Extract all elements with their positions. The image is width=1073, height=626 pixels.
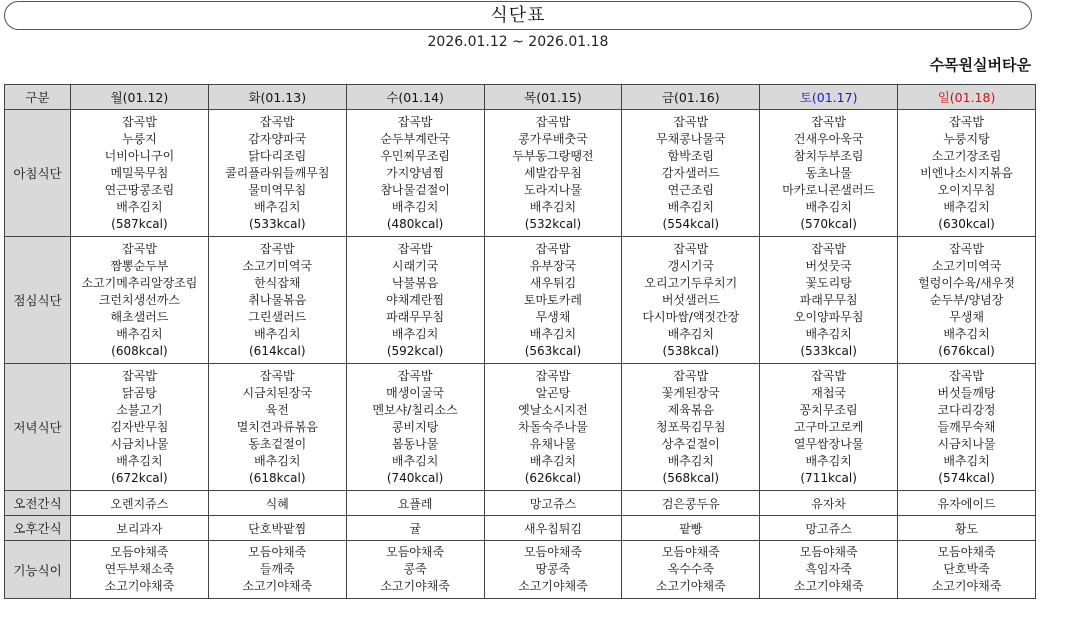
menu-item: 참치두부조림 xyxy=(793,148,864,163)
menu-item: 배추김치 xyxy=(391,326,439,341)
menu-item: 잡곡밥 xyxy=(259,241,295,256)
menu-item: 배추김치 xyxy=(805,453,852,468)
calorie-label: (538kcal) xyxy=(662,343,720,358)
menu-item: 제육볶음 xyxy=(667,402,714,417)
porridge-item: 옥수수죽 xyxy=(667,562,714,576)
dinner-cell xyxy=(760,364,898,491)
menu-item: 야채계란찜 xyxy=(386,292,445,307)
calorie-label: (672kcal) xyxy=(111,470,168,485)
menu-item: 물미역무침 xyxy=(248,182,307,197)
menu-item: 배추김치 xyxy=(529,326,577,341)
snack-cell: 유자에이드 xyxy=(898,491,1036,516)
breakfast-cell xyxy=(760,110,898,237)
day-header-tue: 화(01.13) xyxy=(208,85,346,110)
lunch-cell xyxy=(346,237,484,364)
calorie-label: (587kcal) xyxy=(111,216,168,231)
menu-item: 감자양파국 xyxy=(248,131,307,146)
calorie-label: (568kcal) xyxy=(662,470,720,485)
menu-item: 배추김치 xyxy=(805,199,852,214)
menu-item: 버섯들깨탕 xyxy=(937,385,996,400)
calorie-label: (614kcal) xyxy=(249,343,306,358)
menu-item: 시금치된장국 xyxy=(242,385,313,400)
functional-diet-cell xyxy=(898,541,1036,599)
menu-item: 잡곡밥 xyxy=(535,114,571,129)
breakfast-cell xyxy=(346,110,484,237)
day-header-fri: 금(01.16) xyxy=(622,85,760,110)
menu-item: 들깨무숙채 xyxy=(937,419,996,434)
day-header-thu: 목(01.15) xyxy=(484,85,622,110)
menu-item: 도라지나물 xyxy=(523,182,582,197)
menu-item: 그린샐러드 xyxy=(248,309,307,324)
porridge-item: 모듬야채죽 xyxy=(110,545,169,559)
menu-item: 잡곡밥 xyxy=(259,114,295,129)
porridge-item: 모듬야채죽 xyxy=(386,545,445,559)
breakfast-cell xyxy=(898,110,1036,237)
menu-item: 버섯뭇국 xyxy=(805,258,852,273)
header-row xyxy=(5,85,1036,110)
menu-item: 함박조림 xyxy=(667,148,714,163)
functional-diet-cell xyxy=(208,541,346,599)
menu-item: 잡곡밥 xyxy=(949,368,984,383)
lunch-cell xyxy=(622,237,760,364)
menu-item: 잡곡밥 xyxy=(122,114,157,129)
lunch-cell xyxy=(484,237,622,364)
breakfast-cell xyxy=(622,110,760,237)
porridge-item: 단호박죽 xyxy=(943,562,990,576)
menu-item: 배추김치 xyxy=(943,199,990,214)
menu-item: 콜리플라워들깨무침 xyxy=(225,165,330,180)
functional-diet-cell xyxy=(71,541,209,599)
lunch-cell xyxy=(898,237,1036,364)
menu-item: 너비아니구이 xyxy=(104,148,175,163)
breakfast-label: 아침식단 xyxy=(5,110,71,237)
menu-item: 닭곰탕 xyxy=(122,385,157,400)
menu-item: 크런치생선까스 xyxy=(98,292,180,307)
am-snack-row xyxy=(5,491,1036,516)
menu-item: 꽃게된장국 xyxy=(661,385,720,400)
menu-item: 세발감무침 xyxy=(523,165,582,180)
dinner-cell xyxy=(71,364,209,491)
menu-item: 잡곡밥 xyxy=(397,241,433,256)
menu-item: 고구마고로케 xyxy=(793,419,864,434)
menu-item: 재첩국 xyxy=(811,385,847,400)
pm-snack-row xyxy=(5,516,1036,541)
lunch-cell xyxy=(760,237,898,364)
day-header-wed: 수(01.14) xyxy=(346,85,484,110)
menu-item: 배추김치 xyxy=(943,453,990,468)
menu-item: 배추김치 xyxy=(391,199,439,214)
porridge-item: 소고기야채죽 xyxy=(104,579,175,593)
dinner-cell xyxy=(898,364,1036,491)
porridge-item: 모듬야채죽 xyxy=(799,545,858,559)
menu-item: 소고기장조림 xyxy=(931,148,1002,163)
breakfast-row xyxy=(5,110,1036,237)
pm-snack-label: 오후간식 xyxy=(5,516,71,541)
menu-item: 짬뽕순두부 xyxy=(110,258,169,273)
menu-item: 무생채 xyxy=(535,309,571,324)
menu-item: 배추김치 xyxy=(116,199,163,214)
menu-item: 잡곡밥 xyxy=(811,114,847,129)
dinner-cell xyxy=(208,364,346,491)
porridge-item: 연두부채소죽 xyxy=(104,562,175,576)
calorie-label: (554kcal) xyxy=(662,216,720,231)
menu-item: 시래기국 xyxy=(391,258,439,273)
menu-item: 소고기미역국 xyxy=(931,258,1002,273)
menu-item: 콩가루배춧국 xyxy=(518,131,588,146)
menu-item: 연근땅콩조림 xyxy=(104,182,175,197)
menu-item: 김자반무침 xyxy=(110,419,169,434)
menu-item: 청포묵김무침 xyxy=(656,419,726,434)
menu-item: 멘보샤/칠리소스 xyxy=(372,402,458,417)
menu-item: 잡곡밥 xyxy=(811,368,847,383)
calorie-label: (618kcal) xyxy=(249,470,306,485)
snack-cell: 검은콩두유 xyxy=(622,491,760,516)
menu-item: 해초샐러드 xyxy=(110,309,169,324)
menu-item: 옛날소시지전 xyxy=(518,402,588,417)
menu-item: 파래무무침 xyxy=(799,292,858,307)
menu-item: 잡곡밥 xyxy=(949,241,984,256)
porridge-item: 땅콩죽 xyxy=(535,562,571,576)
porridge-item: 흑임자죽 xyxy=(805,562,852,576)
snack-cell: 황도 xyxy=(898,516,1036,541)
menu-item: 비엔나소시지볶음 xyxy=(920,165,1013,180)
menu-item: 유부장국 xyxy=(529,258,577,273)
menu-item: 열무쌈장나물 xyxy=(793,436,864,451)
porridge-item: 소고기야채죽 xyxy=(380,579,450,593)
porridge-item: 모듬야채죽 xyxy=(523,545,582,559)
menu-item: 잡곡밥 xyxy=(397,114,433,129)
porridge-item: 소고기야채죽 xyxy=(656,579,726,593)
menu-item: 잡곡밥 xyxy=(535,368,571,383)
functional-diet-cell xyxy=(346,541,484,599)
menu-item: 마카로니콘샐러드 xyxy=(782,182,876,197)
facility-name: 수목원실버타운 xyxy=(929,56,1031,74)
menu-item: 꽃도리탕 xyxy=(805,275,852,290)
calorie-label: (630kcal) xyxy=(938,216,995,231)
porridge-item: 들깨죽 xyxy=(259,562,295,576)
menu-item: 연근조림 xyxy=(667,182,714,197)
menu-item: 배추김치 xyxy=(254,326,301,341)
menu-item: 배추김치 xyxy=(667,326,714,341)
menu-item: 오이양파무침 xyxy=(793,309,864,324)
menu-item: 동초나물 xyxy=(805,165,852,180)
menu-item: 버섯샐러드 xyxy=(661,292,720,307)
am-snack-label: 오전간식 xyxy=(5,491,71,516)
menu-item: 육전 xyxy=(265,402,289,417)
calorie-label: (533kcal) xyxy=(249,216,306,231)
dinner-cell xyxy=(622,364,760,491)
menu-item: 순두부/양념장 xyxy=(929,292,1004,307)
functional-diet-cell xyxy=(484,541,622,599)
calorie-label: (532kcal) xyxy=(524,216,582,231)
menu-item: 배추김치 xyxy=(529,199,577,214)
snack-cell: 망고쥬스 xyxy=(484,491,622,516)
menu-item: 멸치견과류볶음 xyxy=(236,419,318,434)
menu-item: 배추김치 xyxy=(667,453,714,468)
menu-item: 배추김치 xyxy=(943,326,990,341)
functional-diet-cell xyxy=(622,541,760,599)
breakfast-cell xyxy=(484,110,622,237)
functional-diet-cell xyxy=(760,541,898,599)
corner-header: 구분 xyxy=(5,85,71,110)
menu-item: 소고기미역국 xyxy=(242,258,313,273)
menu-item: 닭다리조림 xyxy=(248,148,307,163)
calorie-label: (574kcal) xyxy=(938,470,995,485)
menu-item: 소고기메추리알장조림 xyxy=(81,275,198,290)
porridge-item: 모듬야채죽 xyxy=(248,545,307,559)
menu-item: 배추김치 xyxy=(529,453,577,468)
menu-item: 배추김치 xyxy=(116,326,163,341)
day-header-sun: 일(01.18) xyxy=(898,85,1036,110)
calorie-label: (740kcal) xyxy=(386,470,444,485)
menu-item: 매생이굴국 xyxy=(386,385,445,400)
dinner-cell xyxy=(346,364,484,491)
snack-cell: 망고쥬스 xyxy=(760,516,898,541)
calorie-label: (480kcal) xyxy=(386,216,444,231)
menu-item: 가지양념찜 xyxy=(386,165,445,180)
menu-item: 무생채 xyxy=(949,309,984,324)
snack-cell: 식혜 xyxy=(208,491,346,516)
menu-item: 갱시기국 xyxy=(667,258,714,273)
menu-item: 봄동나물 xyxy=(391,436,439,451)
calorie-label: (592kcal) xyxy=(386,343,444,358)
menu-item: 누룽지 xyxy=(122,131,157,146)
menu-item: 참나물겉절이 xyxy=(380,182,450,197)
menu-item: 오리고기두루치기 xyxy=(644,275,738,290)
menu-item: 꽁치무조림 xyxy=(799,402,858,417)
menu-item: 잡곡밥 xyxy=(673,241,709,256)
menu-item: 배추김치 xyxy=(116,453,163,468)
menu-item: 무채콩나물국 xyxy=(656,131,726,146)
snack-cell: 요플레 xyxy=(346,491,484,516)
lunch-row xyxy=(5,237,1036,364)
snack-cell: 단호박팥찜 xyxy=(208,516,346,541)
functional-diet-row xyxy=(5,541,1036,599)
porridge-item: 소고기야채죽 xyxy=(242,579,313,593)
menu-item: 한식잡채 xyxy=(254,275,301,290)
menu-item: 우민찌무조림 xyxy=(380,148,450,163)
menu-item: 잡곡밥 xyxy=(535,241,571,256)
menu-item: 유채나물 xyxy=(529,436,577,451)
menu-item: 토마토카레 xyxy=(523,292,582,307)
menu-item: 시금치나물 xyxy=(937,436,996,451)
menu-item: 헐렁이수육/새우젓 xyxy=(918,275,1015,290)
breakfast-cell xyxy=(71,110,209,237)
menu-item: 누룽지탕 xyxy=(943,131,990,146)
menu-item: 잡곡밥 xyxy=(949,114,984,129)
porridge-item: 소고기야채죽 xyxy=(931,579,1002,593)
menu-item: 배추김치 xyxy=(391,453,439,468)
menu-item: 소불고기 xyxy=(116,402,163,417)
breakfast-cell xyxy=(208,110,346,237)
dinner-cell xyxy=(484,364,622,491)
calorie-label: (676kcal) xyxy=(938,343,995,358)
menu-item: 잡곡밥 xyxy=(259,368,295,383)
snack-cell: 팥빵 xyxy=(622,516,760,541)
date-range: 2026.01.12 ~ 2026.01.18 xyxy=(427,34,609,50)
calorie-label: (570kcal) xyxy=(800,216,857,231)
menu-item: 배추김치 xyxy=(254,199,301,214)
snack-cell: 귤 xyxy=(346,516,484,541)
snack-cell: 유자차 xyxy=(760,491,898,516)
calorie-label: (608kcal) xyxy=(111,343,168,358)
menu-item: 낙불볶음 xyxy=(391,275,439,290)
day-header-sat: 토(01.17) xyxy=(760,85,898,110)
menu-item: 두부동그랑땡전 xyxy=(512,148,594,163)
menu-item: 배추김치 xyxy=(667,199,714,214)
calorie-label: (711kcal) xyxy=(800,470,857,485)
menu-item: 배추김치 xyxy=(805,326,852,341)
menu-item: 파래무무침 xyxy=(386,309,445,324)
menu-item: 건새우아욱국 xyxy=(793,131,864,146)
menu-item: 잡곡밥 xyxy=(673,368,709,383)
dinner-label: 저녁식단 xyxy=(5,364,71,491)
calorie-label: (563kcal) xyxy=(524,343,582,358)
lunch-label: 점심식단 xyxy=(5,237,71,364)
menu-item: 메밀묵무침 xyxy=(110,165,169,180)
menu-item: 콩비지탕 xyxy=(391,419,439,434)
porridge-item: 소고기야채죽 xyxy=(518,579,588,593)
calorie-label: (533kcal) xyxy=(800,343,857,358)
porridge-item: 모듬야채죽 xyxy=(661,545,720,559)
menu-item: 알곤탕 xyxy=(535,385,571,400)
lunch-cell xyxy=(71,237,209,364)
dinner-row xyxy=(5,364,1036,491)
menu-item: 감자샐러드 xyxy=(661,165,720,180)
menu-table xyxy=(4,84,1036,599)
porridge-item: 콩죽 xyxy=(403,562,427,576)
menu-item: 차돌숙주나물 xyxy=(518,419,588,434)
menu-item: 상추겉절이 xyxy=(661,436,720,451)
menu-item: 취나물볶음 xyxy=(248,292,307,307)
porridge-item: 모듬야채죽 xyxy=(937,545,996,559)
functional-diet-label: 기능식이 xyxy=(5,541,71,599)
lunch-cell xyxy=(208,237,346,364)
menu-item: 코다리강정 xyxy=(937,402,996,417)
menu-item: 잡곡밥 xyxy=(122,241,157,256)
day-header-mon: 월(01.12) xyxy=(71,85,209,110)
menu-item: 새우튀김 xyxy=(529,275,577,290)
porridge-item: 소고기야채죽 xyxy=(793,579,864,593)
snack-cell: 새우칩튀김 xyxy=(484,516,622,541)
menu-item: 잡곡밥 xyxy=(811,241,847,256)
menu-item: 잡곡밥 xyxy=(122,368,157,383)
menu-item: 잡곡밥 xyxy=(673,114,709,129)
calorie-label: (626kcal) xyxy=(524,470,582,485)
menu-item: 잡곡밥 xyxy=(397,368,433,383)
menu-item: 시금치나물 xyxy=(110,436,169,451)
menu-item: 오이지무침 xyxy=(937,182,996,197)
snack-cell: 보리과자 xyxy=(71,516,209,541)
menu-item: 동초겉절이 xyxy=(248,436,307,451)
snack-cell: 오렌지쥬스 xyxy=(71,491,209,516)
menu-item: 다시마쌈/액젓간장 xyxy=(642,309,740,324)
page-title: 식단표 xyxy=(4,1,1032,30)
menu-item: 배추김치 xyxy=(254,453,301,468)
menu-item: 순두부계란국 xyxy=(380,131,450,146)
